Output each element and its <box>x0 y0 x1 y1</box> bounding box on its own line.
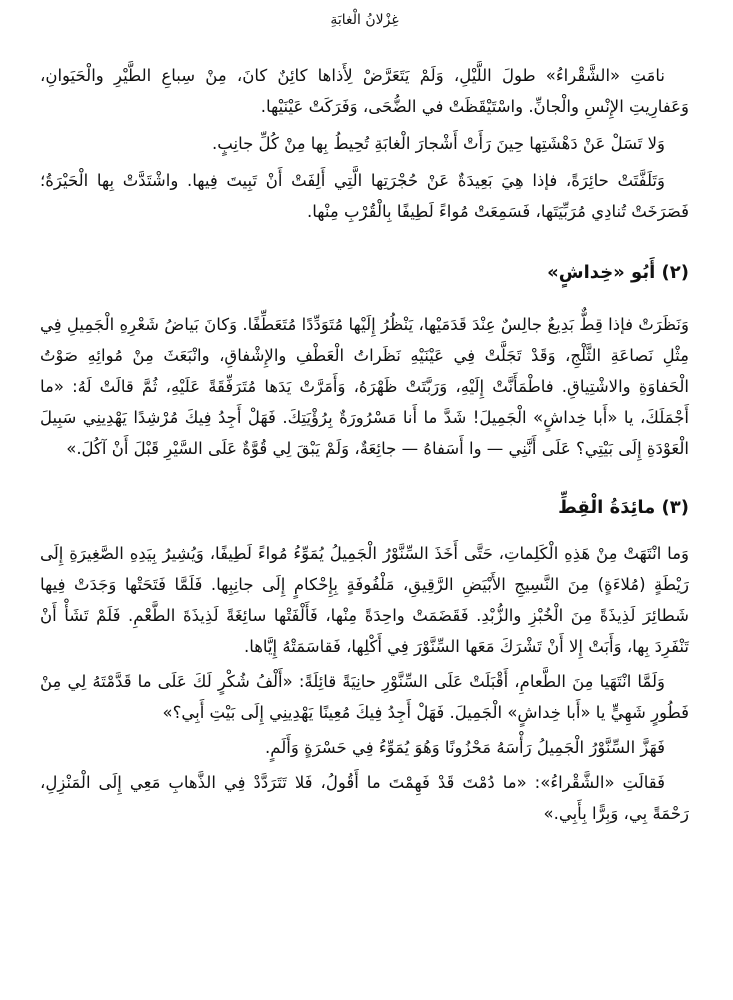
paragraph: وَنَظَرَتْ فإذا قِطٌّ بَدِيعٌ جالِسٌ عِنْدَ قَدَمَيْها، يَنْظُرُ إِلَيْها مُتَوَدِّدًا مُتَعَطِّفًا. وَكانَ بَياضُ شَعْرِهِ الْجَمِيلِ فِي مِثْلِ نَصاعَةِ الثَّلْجِ، وَقَدْ تَجَلَّتْ فِي عَيْنَيْهِ نَظَراتُ الْعَطْفِ والإِشْفاقِ، وانْبَعَثَ مِنْ مُوائِهِ صَوْتُ الْحَفاوَةِ والاشْتِياقِ. فاطْمَأَنَّتْ إِلَيْهِ، وَرَبَّتَتْ ظَهْرَهُ، وَأَمَرَّتْ يَدَها مُتَرَفِّقَةً عَلَيْهِ، ثُمَّ قالَتْ لَهُ: «ما أَجْمَلَكَ، يا «أَبا خِداشٍ» الْجَمِيلَ! شَدَّ ما أَنا مَسْرُورَةٌ بِرُؤْيَتِكَ. فَهَلْ أَجِدُ فِيكَ مُرْشِدًا يَهْدِينِي سَبِيلَ الْعَوْدَةِ إِلَى بَيْتِي؟ عَلَى أَنَّنِي — وا أَسَفاهُ — جائِعَةٌ، وَلَمْ يَبْقَ لِي قُوَّةٌ عَلَى السَّيْرِ قَبْلَ أَنْ آكُلَ.» <box>40 315 689 458</box>
running-header: غِزْلانُ الْغابَةِ <box>330 12 399 28</box>
paragraph: وَلا تَسَلْ عَنْ دَهْشَتِها حِينَ رَأَتْ أَشْجارَ الْغابَةِ تُحِيطُ بِها مِنْ كُلِّ جانِبٍ. <box>212 134 665 153</box>
section-3 <box>40 538 689 829</box>
section-heading: (٢) أَبُو «خِداشٍ» <box>547 262 689 283</box>
section-heading: (٣) مائِدَةُ الْقِطِّ <box>558 497 689 518</box>
paragraph: وَتَلَفَّتَتْ حائِرَةً، فإذا هِيَ بَعِيدَةٌ عَنْ حُجْرَتِها الَّتِي أَلِفَتْ أَنْ تَبِيتَ فِيها. واشْتَدَّتْ بِها الْحَيْرَةُ؛ فَصَرَخَتْ تُنادِي مُرَبِّيَتَها، فَسَمِعَتْ مُواءً لَطِيفًا بِالْقُرْبِ مِنْها. <box>40 171 689 221</box>
paragraph: فَقالَتِ «الشَّقْراءُ»: «ما دُمْتَ قَدْ فَهِمْتَ ما أَقُولُ، فَلا تَتَرَدَّدْ فِي الذَّهابِ مَعِي إِلَى الْمَنْزِلِ، رَحْمَةً بِي، وَبِرًّا بِأَبِي.» <box>40 773 689 823</box>
paragraph: وَلَمَّا انْتَهَيا مِنَ الطَّعامِ، أَقْبَلَتْ عَلَى السِّنَّوْرِ حانِيَةً قائِلَةً: «أَلْفُ شُكْرٍ لَكَ عَلَى ما قَدَّمْتَهُ لِي مِنْ فَطُورٍ شَهِيٍّ يا «أَبا خِداشٍ» الْجَمِيلَ. فَهَلْ أَجِدُ فِيكَ مُعِينًا يَهْدِينِي إِلَى بَيْتِ أَبِي؟» <box>40 672 689 722</box>
section-2 <box>40 309 689 464</box>
paragraph: نامَتِ «الشَّقْراءُ» طولَ اللَّيْلِ، وَلَمْ يَتَعَرَّضْ لِأَذاها كائِنٌ كانَ، مِنْ سِباعِ الطَّيْرِ والْحَيَوانِ، وَعَفارِيتِ الإِنْسِ والْجانِّ. واسْتَيْقَظَتْ في الضُّحَى، وَفَرَكَتْ عَيْنَيْها. <box>40 66 689 116</box>
paragraph: وَما انْتَهَتْ مِنْ هَذِهِ الْكَلِماتِ، حَتَّى أَخَذَ السِّنَّوْرُ الْجَمِيلُ يُمَوِّءُ مُواءً لَطِيفًا، وَيُشِيرُ بِيَدِهِ الصَّغِيرَةِ إِلَى رَيْطَةٍ (مُلاءَةٍ) مِنَ النَّسِيجِ الأَبْيَضِ الرَّقِيقِ، مَلْفُوفَةٍ بِإِحْكامٍ إِلَى جانِبِها. فَلَمَّا فَتَحَتْها وَجَدَتْ فِيها شَطائِرَ لَذِيذَةً مِنَ الْخُبْزِ والزُّبْدِ. فَقَضَمَتْ واحِدَةً مِنْها، فَأَلْفَتْها سائِغَةً لَذِيذَةَ الطَّعْمِ. فَلَمْ تَشَأْ أَنْ تَنْفَرِدَ بِها، وَأَبَتْ إِلا أَنْ تَشْرَكَ مَعَها السِّنَّوْرَ فِي أَكْلِها، فَقاسَمَتْهُ إِيَّاها. <box>40 544 689 656</box>
paragraph: فَهَزَّ السِّنَّوْرُ الْجَمِيلُ رَأْسَهُ مَحْزُونًا وَهُوَ يُمَوِّءُ فِي حَسْرَةٍ وَأَلَمٍ. <box>264 738 665 757</box>
section-1 <box>40 60 689 227</box>
